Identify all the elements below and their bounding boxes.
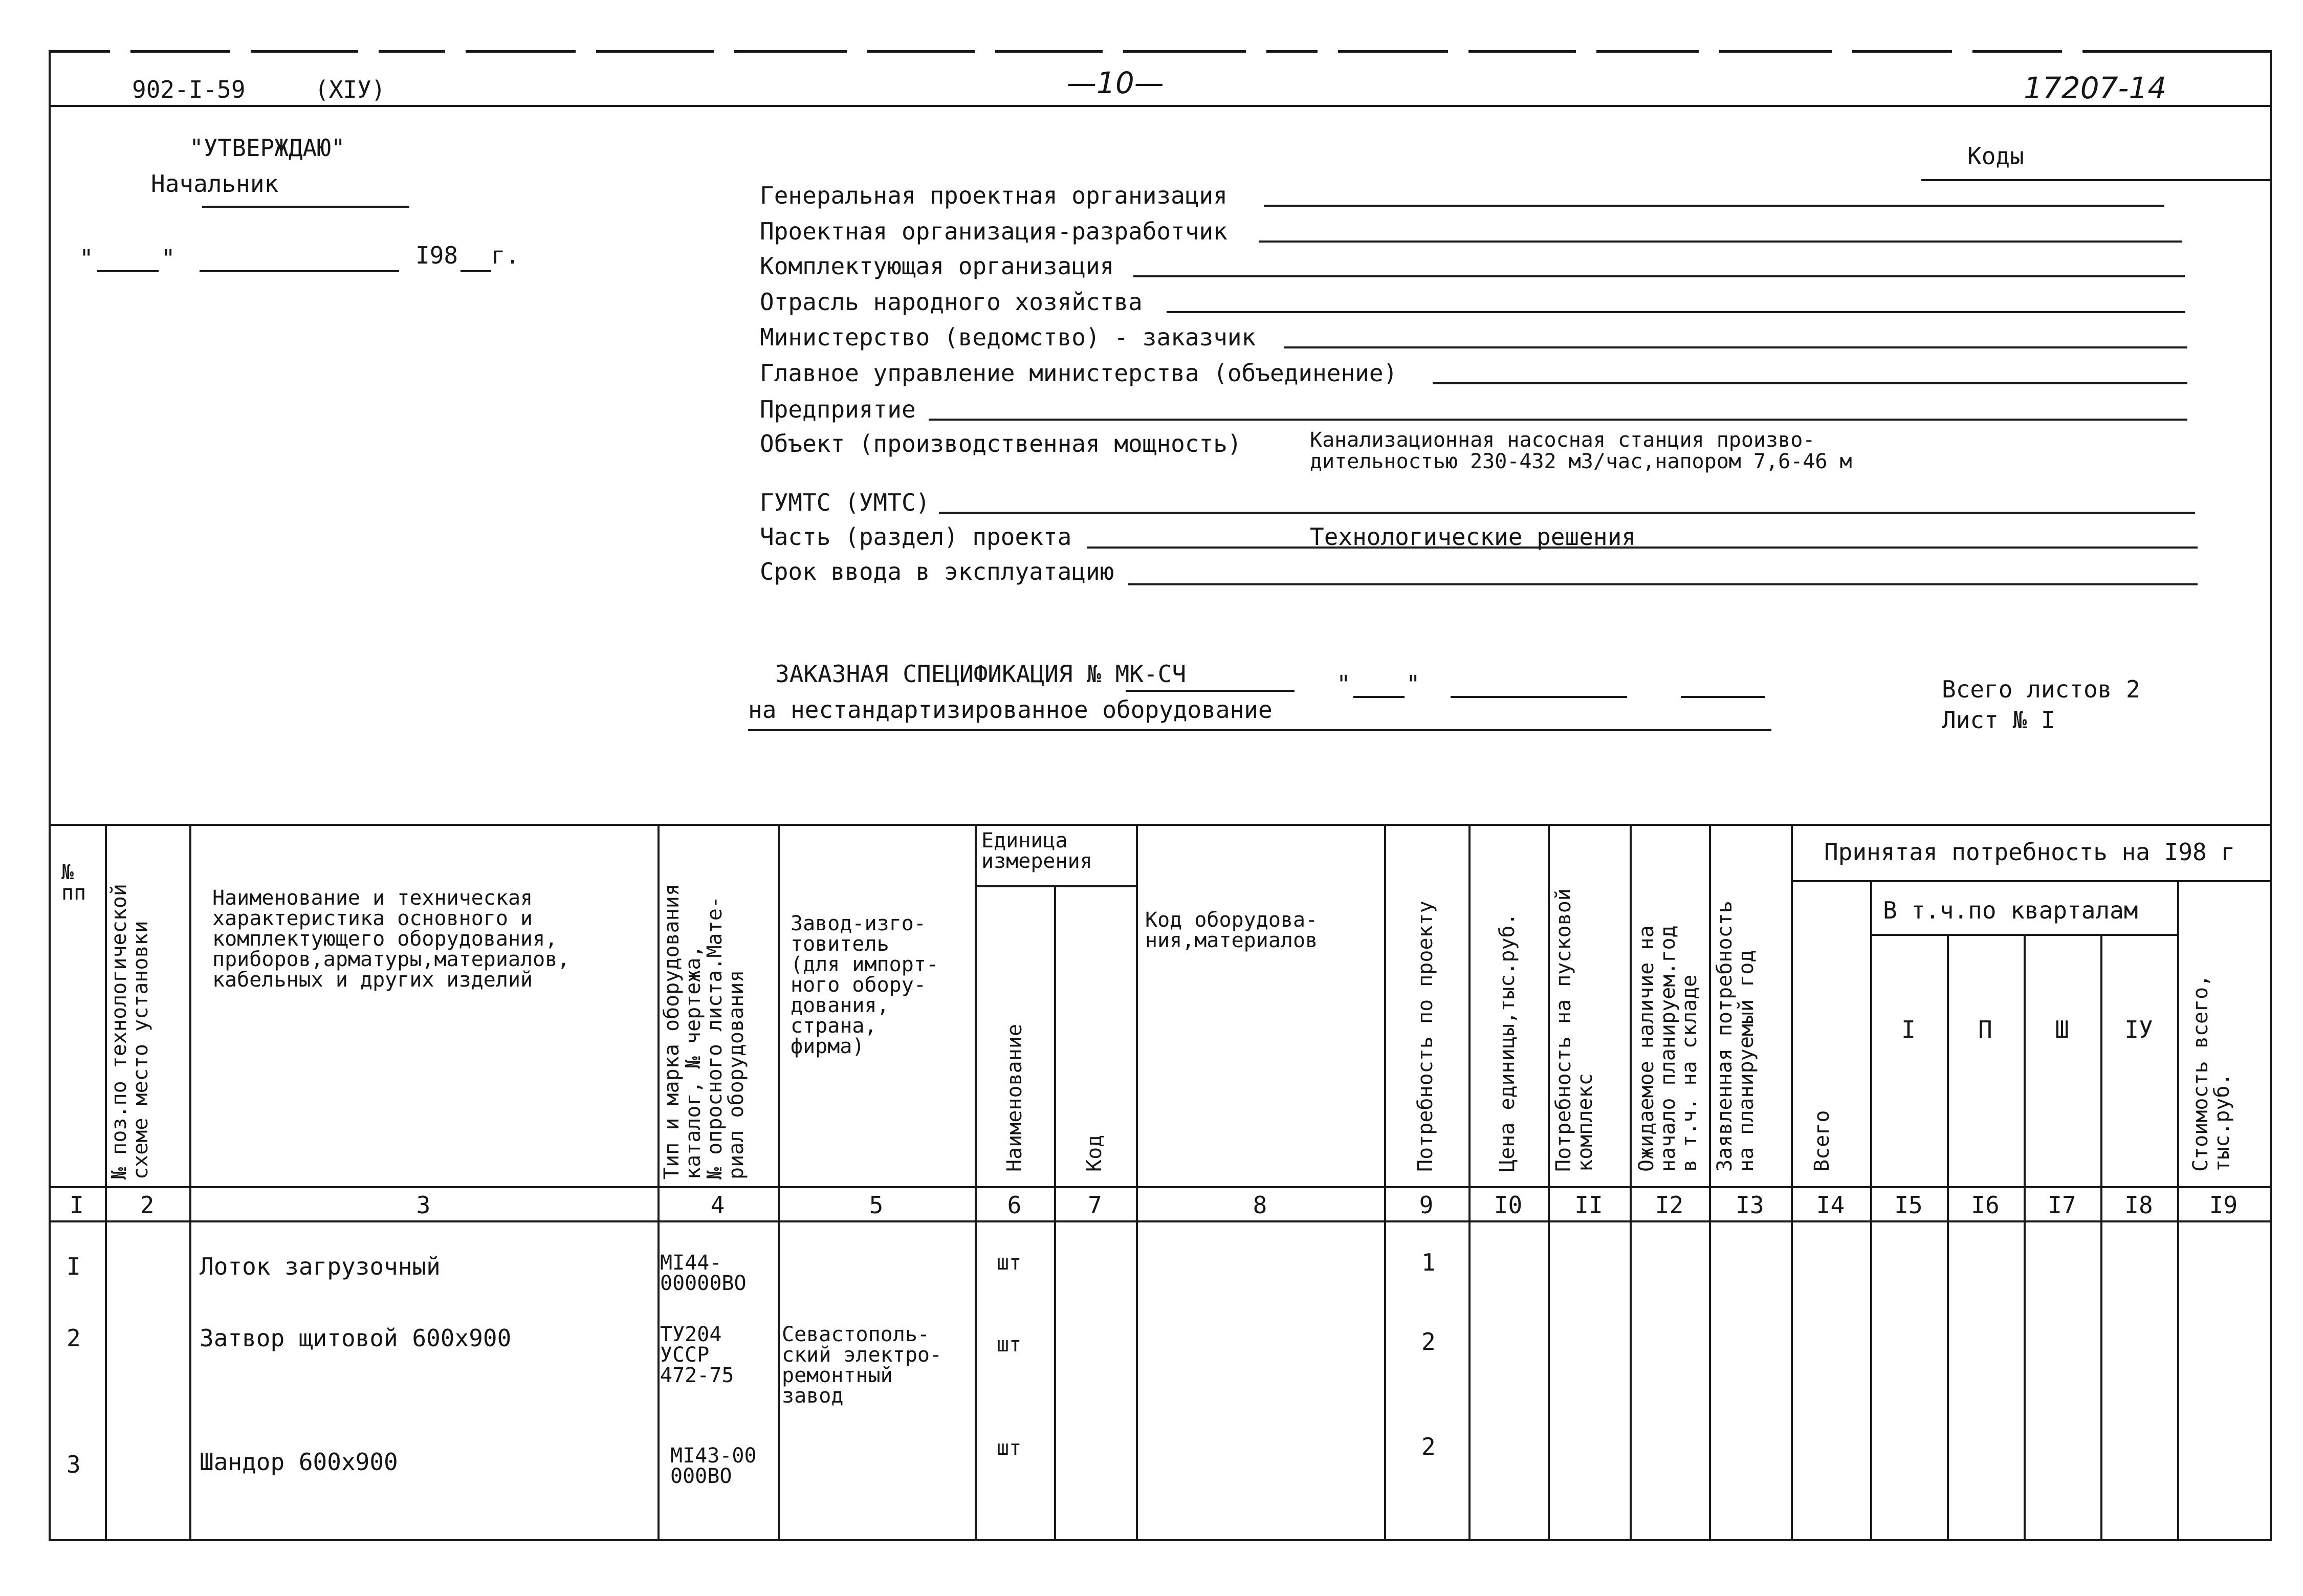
column-divider xyxy=(1548,824,1550,1539)
spec-date-close-quote: " xyxy=(1406,670,1420,698)
field-ministry-label: Министерство (ведомство) - заказчик xyxy=(760,323,1256,351)
column-number: I2 xyxy=(1655,1191,1684,1219)
spec-month-line xyxy=(1451,696,1627,698)
dash-segment xyxy=(1596,50,1699,53)
approval-date-close-quote: " xyxy=(161,245,176,272)
column-number: I0 xyxy=(1494,1191,1523,1219)
dash-segment xyxy=(734,50,847,53)
spec-day-line xyxy=(1353,696,1405,698)
field-project-part-value: Технологические решения xyxy=(1310,523,1636,551)
row-item-name: Затвор щитовой 600х900 xyxy=(200,1324,512,1352)
dash-segment xyxy=(49,50,110,53)
row-item-manufacturer: Севастополь- ский электро- ремонтный завод xyxy=(782,1323,942,1408)
dash-segment xyxy=(867,50,975,53)
col-header-q3: Ш xyxy=(2055,1016,2069,1043)
col-header-unit-group: Единица измерения xyxy=(981,829,1092,873)
dash-segment xyxy=(1338,50,1448,53)
col-header-type: Тип и марка оборудования каталог, № чертежа, № опросного листа.Мате- риал оборудования xyxy=(660,884,748,1179)
row-item-type: ТУ204 УССР 472-75 xyxy=(660,1323,734,1387)
col-header-total: Всего xyxy=(1810,1110,1834,1172)
dash-segment xyxy=(2082,50,2272,53)
field-object-label: Объект (производственная мощность) xyxy=(760,430,1242,457)
col-header-q1: I xyxy=(1901,1016,1916,1043)
accepted-group-line xyxy=(1791,880,2272,882)
column-number: I5 xyxy=(1894,1191,1923,1219)
row-item-unit: шт xyxy=(997,1333,1022,1357)
header-bottom-line xyxy=(49,1186,2272,1188)
row-item-type: МI43-00 000ВО xyxy=(670,1444,757,1488)
approval-year-line xyxy=(460,270,491,272)
field-project-part-label: Часть (раздел) проекта xyxy=(760,523,1072,551)
dash-segment xyxy=(251,50,358,53)
row-item-quantity: 2 xyxy=(1421,1433,1436,1460)
approval-signature-line xyxy=(202,206,409,208)
col-header-equipment-code: Код оборудова- ния,материалов xyxy=(1145,908,1318,952)
volume-number: (XIУ) xyxy=(315,76,386,103)
col-header-declared-need: Заявленная потребность на планируемый год xyxy=(1713,901,1758,1172)
dash-segment xyxy=(1123,50,1246,53)
row-number: I xyxy=(67,1253,81,1280)
row-item-quantity: 2 xyxy=(1421,1328,1436,1355)
spec-number-line xyxy=(1126,690,1295,692)
approval-title: "УТВЕРЖДАЮ" xyxy=(189,134,345,162)
field-line xyxy=(1133,275,2185,277)
dash-segment xyxy=(995,50,1103,53)
column-number: I3 xyxy=(1736,1191,1764,1219)
column-divider xyxy=(1709,824,1711,1539)
column-number: II xyxy=(1574,1191,1603,1219)
field-design-org-label: Проектная организация-разработчик xyxy=(760,217,1227,245)
spec-title: ЗАКАЗНАЯ СПЕЦИФИКАЦИЯ № МК-СЧ xyxy=(775,660,1187,688)
col-header-total-cost: Стоимость всего, тыс.руб. xyxy=(2189,974,2234,1172)
col-header-project-need: Потребность по проекту xyxy=(1414,901,1437,1172)
col-header-unit-name: Наименование xyxy=(1003,1024,1026,1172)
field-supply-org-label: Комплектующая организация xyxy=(760,252,1114,280)
column-numbers-bottom-line xyxy=(49,1220,2272,1222)
column-number: 6 xyxy=(1007,1191,1022,1219)
column-number: 3 xyxy=(416,1191,431,1219)
table-top-line xyxy=(49,824,2272,826)
column-number: I9 xyxy=(2209,1191,2238,1219)
frame-top-line xyxy=(49,105,2272,107)
column-number: I6 xyxy=(1971,1191,2000,1219)
dash-segment xyxy=(130,50,230,53)
row-item-type: МI44- 00000ВО xyxy=(660,1251,747,1295)
column-divider xyxy=(778,824,780,1539)
sheet-code: 17207-14 xyxy=(2024,71,2167,105)
col-header-name: Наименование и техническая характеристика основного и комплектующего оборудования, приборов,арматуры,материалов, кабельных и других изделий xyxy=(212,886,570,992)
column-divider xyxy=(657,824,660,1539)
row-item-unit: шт xyxy=(997,1436,1022,1460)
col-header-q4: IУ xyxy=(2124,1016,2153,1043)
column-number: 4 xyxy=(710,1191,725,1219)
col-header-expected-stock: Ожидаемое наличие на начало планируем.год в т.ч. на складе xyxy=(1635,925,1701,1172)
column-number: 7 xyxy=(1088,1191,1102,1219)
column-number: 8 xyxy=(1253,1191,1267,1219)
col-header-manufacturer: Завод-изго- товитель (для импорт- ного обору- дования, страна, фирма) xyxy=(791,912,938,1058)
dash-segment xyxy=(596,50,714,53)
row-item-name: Лоток загрузочный xyxy=(200,1253,441,1280)
col-header-q2: П xyxy=(1978,1016,1992,1043)
col-header-accepted-group: Принятая потребность на I98 г xyxy=(1824,838,2235,866)
col-header-quarters-group: В т.ч.по кварталам xyxy=(1883,897,2138,924)
field-general-org-label: Генеральная проектная организация xyxy=(760,182,1227,209)
col-header-unit-price: Цена единицы,тыс.руб. xyxy=(1496,913,1519,1172)
approval-date-open-quote: " xyxy=(79,245,94,272)
col-header-position: № поз.по технологической схеме место установки xyxy=(107,884,152,1179)
column-divider xyxy=(1136,824,1138,1539)
column-number: I4 xyxy=(1816,1191,1845,1219)
dash-segment xyxy=(1719,50,1832,53)
field-line xyxy=(1167,311,2185,313)
approval-year-suffix: г. xyxy=(491,242,520,269)
field-main-dept-label: Главное управление министерства (объединение) xyxy=(760,359,1398,387)
column-number: 5 xyxy=(869,1191,884,1219)
dash-segment xyxy=(466,50,576,53)
row-number: 3 xyxy=(67,1451,81,1478)
field-commission-label: Срок ввода в эксплуатацию xyxy=(760,558,1114,585)
page-number: —10— xyxy=(1067,65,1164,100)
dash-segment xyxy=(1972,50,2062,53)
column-divider xyxy=(975,824,977,1539)
dash-segment xyxy=(1468,50,1576,53)
row-number: 2 xyxy=(67,1324,81,1352)
field-line xyxy=(1087,546,2198,549)
col-header-unit-code: Код xyxy=(1083,1134,1106,1172)
field-line xyxy=(1128,583,2198,585)
row-item-name: Шандор 600х900 xyxy=(200,1448,398,1476)
spec-subtitle: на нестандартизированное оборудование xyxy=(748,696,1273,724)
column-divider xyxy=(189,824,191,1539)
column-number: I7 xyxy=(2048,1191,2076,1219)
column-number: 9 xyxy=(1419,1191,1434,1219)
field-gumts-label: ГУМТС (УМТС) xyxy=(760,489,930,516)
column-divider xyxy=(1384,824,1386,1539)
column-divider xyxy=(1791,824,1793,1539)
dash-segment xyxy=(1266,50,1318,53)
approval-month-line xyxy=(200,270,399,272)
field-line xyxy=(1433,382,2187,384)
field-object-value-line2: дительностью 230-432 м3/час,напором 7,6-46 м xyxy=(1310,450,1852,473)
field-object-value-line1: Канализационная насосная станция произво- xyxy=(1310,428,1815,452)
frame-right-line xyxy=(2270,50,2272,1540)
field-line xyxy=(1259,241,2182,243)
row-item-quantity: 1 xyxy=(1421,1249,1436,1276)
frame-bottom-line xyxy=(49,1539,2272,1541)
dash-segment xyxy=(379,50,445,53)
spec-year-line xyxy=(1681,696,1765,698)
codes-label: Коды xyxy=(1967,142,2024,170)
total-sheets: Всего листов 2 xyxy=(1942,675,2140,703)
field-line xyxy=(1284,346,2187,348)
codes-header-line xyxy=(1921,179,2270,181)
frame-left-line xyxy=(49,50,51,1540)
project-code: 902-I-59 xyxy=(132,76,246,103)
spec-subtitle-line xyxy=(748,729,1771,731)
column-number: I xyxy=(70,1191,84,1219)
approval-position: Начальник xyxy=(151,170,279,198)
field-line xyxy=(1264,205,2164,207)
dash-segment xyxy=(1852,50,1952,53)
column-number: I8 xyxy=(2124,1191,2153,1219)
col-header-startup-need: Потребность на пусковой комплекс xyxy=(1552,888,1597,1172)
approval-day-line xyxy=(97,270,159,272)
field-enterprise-label: Предприятие xyxy=(760,396,916,423)
column-divider xyxy=(105,824,107,1539)
column-divider xyxy=(1630,824,1632,1539)
approval-year-prefix: I98 xyxy=(415,242,458,269)
sheet-number: Лист № I xyxy=(1942,706,2055,734)
spec-date-open-quote: " xyxy=(1336,670,1351,698)
row-item-unit: шт xyxy=(997,1251,1022,1275)
column-number: 2 xyxy=(140,1191,155,1219)
field-industry-label: Отрасль народного хозяйства xyxy=(760,288,1143,316)
column-divider xyxy=(1468,824,1471,1539)
field-line xyxy=(939,512,2195,514)
field-line xyxy=(929,419,2187,421)
col-header-num: № пп xyxy=(61,861,86,905)
